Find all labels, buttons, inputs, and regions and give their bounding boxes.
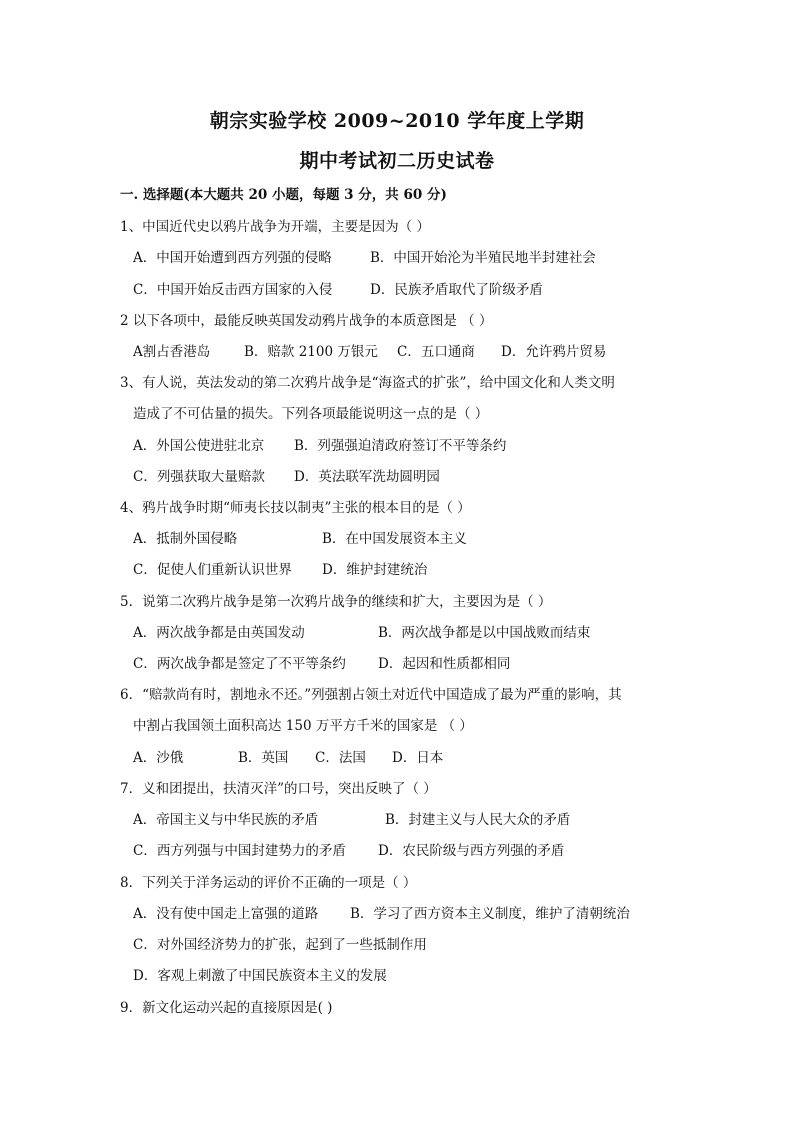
question-option: D．日本 <box>392 750 444 766</box>
school-title: 朝宗实验学校 2009~2010 学年度上学期 <box>209 110 585 132</box>
question-option: A．外国公使进驻北京 <box>133 438 265 454</box>
question-option: A．抵制外国侵略 <box>133 531 238 547</box>
question-stem: 6．“赔款尚有时，割地永不还。”列强割占领土对近代中国造成了最为严重的影响，其 <box>120 687 622 703</box>
question-stem: 5．说第二次鸦片战争是第一次鸦片战争的继续和扩大，主要因为是（ ） <box>120 594 552 610</box>
question-stem-continued: 造成了不可估量的损失。下列各项最能说明这一点的是（ ） <box>133 406 489 422</box>
question-option: A．沙俄 <box>133 750 184 766</box>
question-option: A．没有使中国走上富强的道路 <box>133 906 319 922</box>
question-option: D．农民阶级与西方列强的矛盾 <box>378 843 565 859</box>
question-option: C．对外国经济势力的扩张，起到了一些抵制作用 <box>133 937 427 953</box>
question-option: C．五口通商 <box>397 344 475 360</box>
question-option: D．允许鸦片贸易 <box>501 344 607 360</box>
question-stem: 4、鸦片战争时期“师夷长技以制夷”主张的根本目的是（ ） <box>120 500 471 516</box>
exam-title: 期中考试初二历史试卷 <box>299 150 495 172</box>
question-option: C．列强获取大量赔款 <box>133 469 265 485</box>
question-option: A割占香港岛 <box>133 344 211 360</box>
question-option: B．赔款 2100 万银元 <box>244 344 378 360</box>
question-option: C．西方列强与中国封建势力的矛盾 <box>133 843 346 859</box>
question-stem: 9．新文化运动兴起的直接原因是( ) <box>120 1000 333 1016</box>
question-option: D．起因和性质都相同 <box>378 656 511 672</box>
question-option: B．在中国发展资本主义 <box>322 531 467 547</box>
question-stem: 7．义和团提出，扶清灭洋”的口号，突出反映了（ ） <box>120 781 437 797</box>
question-option: A．帝国主义与中华民族的矛盾 <box>133 812 319 828</box>
question-option: B．英国 <box>238 750 289 766</box>
question-option: C．法国 <box>315 750 366 766</box>
section-heading: 一. 选择题(本大题共 20 小题，每题 3 分，共 60 分) <box>120 187 447 203</box>
question-stem: 1、中国近代史以鸦片战争为开端，主要是因为（ ） <box>120 219 430 235</box>
question-option: A．中国开始遭到西方列强的侵略 <box>133 250 332 266</box>
question-option: C．两次战争都是签定了不平等条约 <box>133 656 346 672</box>
question-stem-continued: 中割占我国领土面积高达 150 万平方千米的国家是 （ ） <box>133 718 473 734</box>
question-option: B．封建主义与人民大众的矛盾 <box>385 812 571 828</box>
question-option: B．两次战争都是以中国战败而结束 <box>378 625 591 641</box>
question-option: D．民族矛盾取代了阶级矛盾 <box>370 282 543 298</box>
question-option: B．学习了西方资本主义制度，维护了清朝统治 <box>350 906 630 922</box>
question-stem: 2 以下各项中，最能反映英国发动鸦片战争的本质意图是 （ ） <box>120 313 493 329</box>
question-option: A．两次战争都是由英国发动 <box>133 625 305 641</box>
question-option: C．促使人们重新认识世界 <box>133 562 292 578</box>
question-stem: 3、有人说，英法发动的第二次鸦片战争是“海盗式的扩张”，给中国文化和人类文明 <box>120 375 615 391</box>
question-option: B．中国开始沦为半殖民地半封建社会 <box>370 250 596 266</box>
question-option: C．中国开始反击西方国家的入侵 <box>133 282 333 298</box>
question-stem: 8．下列关于洋务运动的评价不正确的一项是（ ） <box>120 875 417 891</box>
question-option: D．客观上刺激了中国民族资本主义的发展 <box>133 968 387 984</box>
question-option: B．列强强迫清政府签订不平等条约 <box>294 438 507 454</box>
question-option: D．维护封建统治 <box>322 562 428 578</box>
question-option: D．英法联军洗劫圆明园 <box>294 469 440 485</box>
